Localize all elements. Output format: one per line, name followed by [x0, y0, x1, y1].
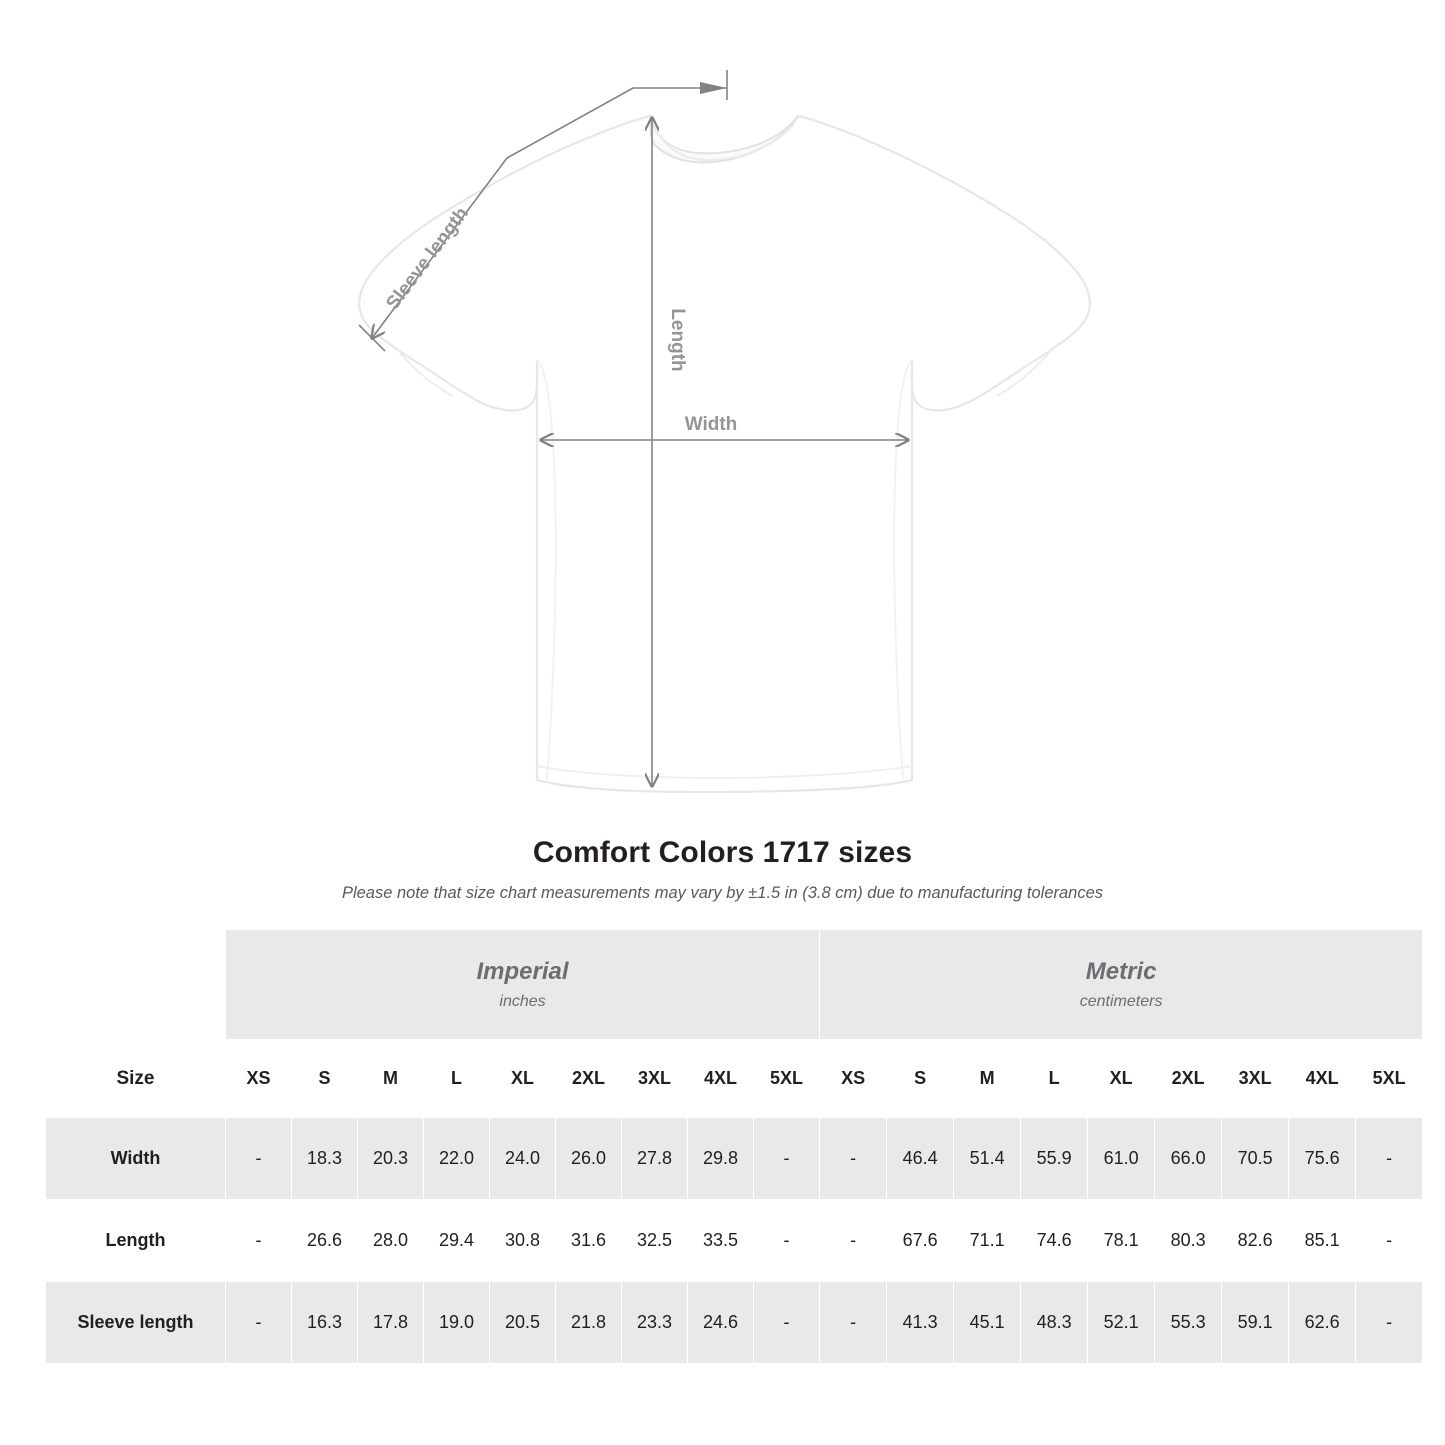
width-metric-xl: 61.0 [1088, 1118, 1155, 1200]
chart-title: Comfort Colors 1717 sizes [532, 836, 913, 869]
sleeve-metric-xl: 52.1 [1088, 1282, 1155, 1364]
length-metric-m: 71.1 [954, 1200, 1021, 1282]
width-imperial-2xl: 26.0 [556, 1118, 622, 1200]
size-header-metric-4xl: 4XL [1289, 1040, 1356, 1118]
row-label-width: Width [46, 1118, 226, 1200]
size-header-label: Size [46, 1040, 226, 1118]
length-imperial-m: 28.0 [358, 1200, 424, 1282]
title-block [0, 836, 1445, 903]
width-metric-xs: - [820, 1118, 887, 1200]
width-metric-l: 55.9 [1021, 1118, 1088, 1200]
sleeve-metric-4xl: 62.6 [1289, 1282, 1356, 1364]
sleeve-imperial-5xl: - [754, 1282, 820, 1364]
width-imperial-l: 22.0 [424, 1118, 490, 1200]
width-imperial-4xl: 29.8 [688, 1118, 754, 1200]
length-imperial-xs: - [226, 1200, 292, 1282]
length-metric-2xl: 80.3 [1155, 1200, 1222, 1282]
unit-imperial-sub: inches [499, 992, 546, 1010]
length-metric-l: 74.6 [1021, 1200, 1088, 1282]
sleeve-imperial-xs: - [226, 1282, 292, 1364]
length-metric-xs: - [820, 1200, 887, 1282]
size-header-metric-s: S [887, 1040, 954, 1118]
width-imperial-xl: 24.0 [490, 1118, 556, 1200]
width-imperial-3xl: 27.8 [622, 1118, 688, 1200]
row-label-length: Length [46, 1200, 226, 1282]
unit-header-spacer [46, 930, 226, 1040]
sleeve-imperial-4xl: 24.6 [688, 1282, 754, 1364]
width-metric-4xl: 75.6 [1289, 1118, 1356, 1200]
size-header-metric-m: M [954, 1040, 1021, 1118]
length-imperial-5xl: - [754, 1200, 820, 1282]
length-imperial-4xl: 33.5 [688, 1200, 754, 1282]
width-imperial-xs: - [226, 1118, 292, 1200]
unit-group-imperial [226, 930, 820, 1040]
size-header-imperial-s: S [292, 1040, 358, 1118]
size-header-row [46, 1040, 1423, 1118]
size-header-metric-5xl: 5XL [1356, 1040, 1423, 1118]
unit-header-row [46, 930, 1423, 1040]
sleeve-imperial-3xl: 23.3 [622, 1282, 688, 1364]
width-metric-3xl: 70.5 [1222, 1118, 1289, 1200]
size-header-metric-xs: XS [820, 1040, 887, 1118]
width-metric-5xl: - [1356, 1118, 1423, 1200]
size-header-imperial-m: M [358, 1040, 424, 1118]
length-label: Length [667, 308, 688, 372]
width-imperial-m: 20.3 [358, 1118, 424, 1200]
sleeve-imperial-l: 19.0 [424, 1282, 490, 1364]
sleeve-metric-3xl: 59.1 [1222, 1282, 1289, 1364]
size-header-imperial-2xl: 2XL [556, 1040, 622, 1118]
length-metric-3xl: 82.6 [1222, 1200, 1289, 1282]
sleeve-imperial-xl: 20.5 [490, 1282, 556, 1364]
table-row [46, 1282, 1423, 1364]
sleeve-length-label: Sleeve length [382, 203, 473, 314]
row-label-sleeve-length: Sleeve length [46, 1282, 226, 1364]
length-metric-4xl: 85.1 [1289, 1200, 1356, 1282]
sleeve-metric-xs: - [820, 1282, 887, 1364]
unit-metric-sub: centimeters [1079, 992, 1163, 1010]
size-header-imperial-3xl: 3XL [622, 1040, 688, 1118]
size-header-metric-2xl: 2XL [1155, 1040, 1222, 1118]
size-header-metric-l: L [1021, 1040, 1088, 1118]
sleeve-metric-s: 41.3 [887, 1282, 954, 1364]
sleeve-metric-m: 45.1 [954, 1282, 1021, 1364]
size-header-metric-3xl: 3XL [1222, 1040, 1289, 1118]
size-header-imperial-5xl: 5XL [754, 1040, 820, 1118]
length-imperial-xl: 30.8 [490, 1200, 556, 1282]
size-table [45, 929, 1423, 1364]
table-row [46, 1200, 1423, 1282]
length-imperial-2xl: 31.6 [556, 1200, 622, 1282]
unit-group-metric [820, 930, 1423, 1040]
width-metric-m: 51.4 [954, 1118, 1021, 1200]
length-metric-5xl: - [1356, 1200, 1423, 1282]
size-header-imperial-l: L [424, 1040, 490, 1118]
sleeve-imperial-2xl: 21.8 [556, 1282, 622, 1364]
width-label: Width [684, 414, 738, 435]
length-metric-xl: 78.1 [1088, 1200, 1155, 1282]
length-imperial-s: 26.6 [292, 1200, 358, 1282]
table-row [46, 1118, 1423, 1200]
length-imperial-l: 29.4 [424, 1200, 490, 1282]
sleeve-metric-2xl: 55.3 [1155, 1282, 1222, 1364]
length-metric-s: 67.6 [887, 1200, 954, 1282]
length-imperial-3xl: 32.5 [622, 1200, 688, 1282]
size-header-metric-xl: XL [1088, 1040, 1155, 1118]
size-table-wrapper [45, 929, 1406, 1364]
sleeve-imperial-m: 17.8 [358, 1282, 424, 1364]
sleeve-metric-5xl: - [1356, 1282, 1423, 1364]
size-header-imperial-xl: XL [490, 1040, 556, 1118]
chart-note: Please note that size chart measurements may vary by ±1.5 in (3.8 cm) due to manufacturing tolerances [341, 884, 1104, 902]
size-header-imperial-xs: XS [226, 1040, 292, 1118]
sleeve-metric-l: 48.3 [1021, 1282, 1088, 1364]
width-imperial-s: 18.3 [292, 1118, 358, 1200]
unit-imperial-name: Imperial [476, 958, 569, 986]
width-metric-s: 46.4 [887, 1118, 954, 1200]
sleeve-imperial-s: 16.3 [292, 1282, 358, 1364]
size-header-imperial-4xl: 4XL [688, 1040, 754, 1118]
width-imperial-5xl: - [754, 1118, 820, 1200]
unit-metric-name: Metric [1085, 958, 1157, 986]
width-metric-2xl: 66.0 [1155, 1118, 1222, 1200]
